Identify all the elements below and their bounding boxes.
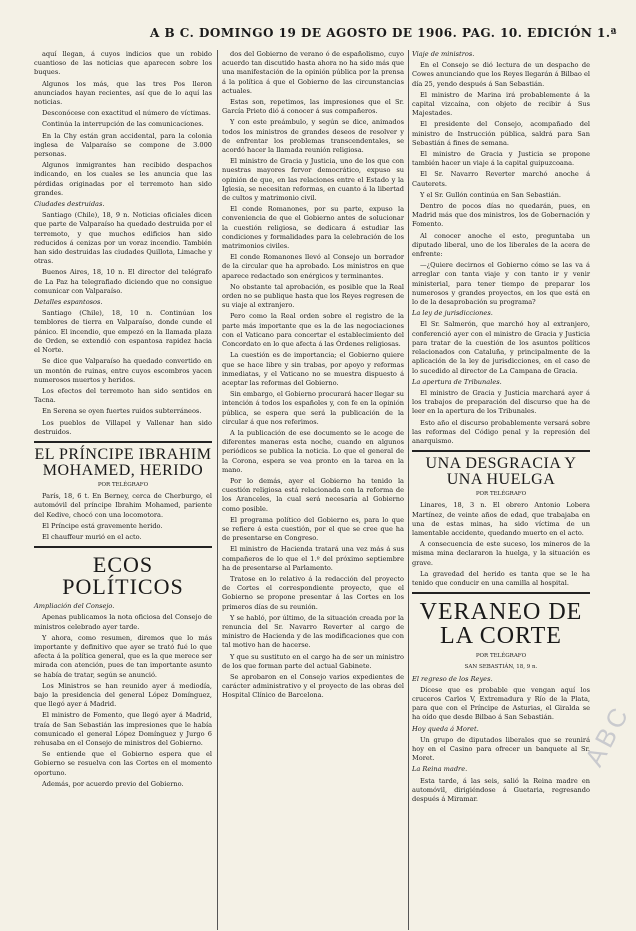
column-1 [34, 50, 212, 791]
paragraph: El Sr. Navarro Reverter marchó anoche á Cauterets. [412, 170, 590, 188]
subheading: La Reina madre. [412, 765, 468, 774]
dateline: POR TELÉGRAFO [475, 491, 527, 498]
paragraph: Y ahora, como resumen, diremos que lo más importante y definitivo que ayer se trató fué lo que afecta á la política general, que es la que merece ser mirada con atención, pues de tan importante asunto se había de tratar, según se anunció. [34, 633, 212, 679]
paragraph: Los Ministros se han reunido ayer á mediodía, bajo la presidencia del general López Domínguez, que llegó ayer á Madrid. [34, 681, 212, 709]
paragraph: La gravedad del herido es tanta que se le ha tenido que conducir en una camilla al hospital. [412, 569, 590, 587]
paragraph: Linares, 18, 3 n. El obrero Antonio Lobera Martínez, de veinte años de edad, que trabajaba en una de estas minas, ha sido víctima de un lamentable accidente, quedando muerto en el acto. [412, 501, 590, 537]
paragraph: Algunos inmigrantes han recibido despachos indicando, en los cuales se les anuncia que las pérdidas originadas por el terremoto han sido grandes. [34, 161, 212, 197]
paragraph: Se entiende que el Gobierno espera que el Gobierno se resuelva con las Cortes en el momento oportuno. [34, 750, 212, 777]
paragraph: Los pueblos de Villapel y Vallenar han sido destruidos. [34, 418, 212, 436]
dateline: POR TELÉGRAFO [475, 653, 527, 660]
paragraph: Y con este preámbulo, y según se dice, animados todos los ministros de grandes deseos de resolver y de enfrentar los problemas transcendentales, se acordó hacer la llamada reunión religiosa. [222, 118, 404, 155]
subheading: Viaje de ministros. [412, 50, 475, 58]
column-3 [412, 50, 590, 806]
column-rule [217, 50, 218, 930]
paragraph: El programa político del Gobierno es, para lo que se refiere á esta cuestión, por el que se cree que ha de presentarse en Congreso. [222, 515, 404, 543]
paragraph: Y que su sustituto en el cargo ha de ser un ministro de los que forman parte del actual Gabinete. [222, 652, 404, 670]
paragraph: Al conocer anoche el esto, preguntaba un diputado liberal, uno de los liberales de la acera de enfrente: [412, 231, 590, 259]
subheading: La ley de jurisdicciones. [412, 309, 493, 318]
subheading: La apertura de Tribunales. [412, 377, 502, 386]
page-header: A B C. DOMINGO 19 DE AGOSTO DE 1906. PAG. 10. EDICIÓN 1.ª [150, 26, 617, 40]
headline-desgracia: UNA DESGRACIA Y UNA HUELGA [425, 455, 577, 489]
paragraph: El chauffeur murió en el acto. [42, 532, 142, 541]
paragraph: En Serena se oyen fuertes ruidos subterráneos. [42, 407, 202, 416]
paragraph: En la Chy están gran accidental, para la colonia inglesa de Valparaíso se compone de 3.000 personas. [34, 131, 212, 159]
paragraph: A consecuencia de este suceso, los mineros de la misma mina declararon la huelga, y la situación es grave. [412, 540, 590, 567]
paragraph: Y se habló, por último, de la situación creada por la renuncia del Sr. Navarro Reverter al cargo de ministro de Hacienda y de las modificaciones que con tal motivo han de hacerse. [222, 613, 404, 650]
paragraph: aquí llegan, á cuyos indicios que un robido cuantioso de las noticias que aparecen sobre los buques. [34, 50, 212, 77]
paragraph: El ministro de Fomento, que llegó ayer á Madrid, traía de San Sebastián las impresiones que le había comunicado el general López Domínguez y Jurgo 6 rehusaba en el Consejo de ministros del Gobierno. [34, 711, 212, 747]
column-2 [222, 50, 404, 703]
paragraph: Por lo demás, ayer el Gobierno ha tenido la cuestión religiosa está relacionada con la reforma de los Aranceles, la cual será necesaria al Gobierno como posible. [222, 476, 404, 513]
headline-prince: EL PRÍNCIPE IBRAHIM MOHAMED, HERIDO [34, 445, 212, 479]
paragraph: El ministro de Gracia y Justicia se propone también hacer un viaje á la capital guipuzcoana. [412, 150, 590, 168]
paragraph: No obstante tal aprobación, es posible que la Real orden no se publique hasta que los Reyes regresen de su viaje al extranjero. [222, 282, 404, 310]
paragraph: Santiago (Chile), 18, 9 n. Noticias oficiales dicen que parte de Valparaíso ha quedado destruida por el terremoto, y que muchos edificios han sido reducidos á cenizas por un voraz incendio. También han sido destruidas las ciudades Quillota, Limache y otras. [34, 211, 212, 266]
paragraph: Dícese que es probable que vengan aquí los cruceros Carlos V, Extremadura y Río de la Plata, para que con el Príncipe de Asturias, el Giralda se ha oído que desde Bilbao á San Sebastián. [412, 685, 590, 722]
paragraph: En el Consejo se dió lectura de un despacho de Cowes anunciando que los Reyes llegarán á Bilbao el día 25, yendo después á San Sebastián. [412, 61, 590, 88]
paragraph: Los efectos del terremoto han sido sentidos en Tacna. [34, 386, 212, 405]
paragraph: Tratose en lo relativo á la redacción del proyecto de Cortes el correspondiente proyecto, que el Gobierno se propone presentar á las Cortes en los primeros días de su reunión. [222, 574, 404, 611]
section-rule [412, 592, 590, 594]
section-rule [34, 441, 212, 443]
paragraph: Y el Sr. Gullón continúa en San Sebastián. [420, 190, 561, 199]
paragraph: El ministro de Marina irá probablemente á la capital vizcaína, con objeto de recibir á Sus Majestades. [412, 90, 590, 118]
paragraph: Continúa la interrupción de las comunicaciones. [42, 120, 204, 129]
paragraph: Pero como la Real orden sobre el registro de la parte más importante que es la de las negociaciones con el Vaticano para concertar el establecimiento del Concordato en lo que afecta á las Órdenes religiosas. [222, 312, 404, 349]
paragraph: Santiago (Chile), 18, 10 n. Continúan los temblores de tierra en Valparaíso, donde cunde el pánico. El incendio, que empezó en la llamada plaza de Orden, se extendió con espantosa rapidez hacia el Norte. [34, 309, 212, 355]
paragraph: Esta tarde, á las seis, salió la Reina madre en automóvil, dirigiéndose á Guetaria, regresando después á Miramar. [412, 776, 590, 803]
paragraph: El Príncipe está gravemente herido. [42, 521, 163, 530]
paragraph: El presidente del Consejo, acompañado del ministro de Instrucción pública, saldrá para San Sebastián á fines de semana. [412, 120, 590, 147]
paragraph: Un grupo de diputados liberales que se reunirá hoy en el Casino para ofrecer un banquete al Sr. Moret. [412, 735, 590, 763]
paragraph: La cuestión es de importancia; el Gobierno quiere que se hace libre y sin trabas, por apoyo y reformas inmediatas, y el Vaticano no se muestra dispuesto á aceptar las reformas del Gobierno. [222, 351, 404, 387]
paragraph: Apenas publicamos la nota oficiosa del Consejo de ministros celebrado ayer tarde. [34, 613, 212, 631]
paragraph: —¿Quiere decirnos el Gobierno cómo se las va á arreglar con tanta viaje y con tanto ir y venir ministerial, para tener tiempo de preparar los numerosos y grandes proyectos, en los que está en lo de la desaprobación su programa? [412, 261, 590, 307]
paragraph: Además, por acuerdo previo del Gobierno. [42, 779, 184, 788]
paragraph: El ministro de Gracia y Justicia, uno de los que con nuestras mayores fervor democrático, expuso su opinión de que, en las relaciones entre el Estado y la Iglesia, se necesitan reformas, en cuanto á la libertad de cultos y matrimonio civil. [222, 157, 404, 203]
headline-veraneo: VERANEO DE LA CORTE [419, 599, 583, 650]
subheading: El regreso de los Reyes. [412, 674, 493, 683]
paragraph: El conde Romanones, por su parte, expuso la conveniencia de que el Gobierno antes de solucionar la cuestión religiosa, se dedicara á estudiar las condiciones y formalidades para la celebración de los matrimonios civiles. [222, 205, 404, 251]
paragraph: El conde Romanones llevó al Consejo un borrador de la circular que ha aprobado. Los ministros en que aparece redactado son enérgicos y terminantes. [222, 253, 404, 280]
watermark-stamp: ABC [578, 699, 636, 772]
paragraph: Buenos Aires, 18, 10 n. El director del telégrafo de La Paz ha telegrafiado diciendo que no consigue comunicar con Valparaíso. [34, 268, 212, 295]
dateline: POR TELÉGRAFO [97, 481, 149, 488]
paragraph: Algunos los más, que las tres Pos lleron anunciados hayan recientes, así que de lo aquí las noticias. [34, 79, 212, 107]
subheading: Ciudades destruidas. [34, 200, 105, 209]
paragraph: El Sr. Salmerón, que marchó hoy al extranjero, conferenció ayer con el ministro de Gracia y Justicia para tratar de la cuestión de los asuntos políticos relacionados con Cataluña, y principalmente de la aplicación de la ley de jurisdicciones, en el caso de lo sucedido al director de La Campana de Gracia. [412, 320, 590, 375]
paragraph: París, 18, 6 t. En Berney, cerca de Cherburgo, el automóvil del príncipe Ibrahim Mohamed, pariente del Kedive, chocó con una locomotora. [34, 492, 212, 519]
paragraph: Desconócese con exactitud el número de víctimas. [42, 109, 211, 118]
subheading: Ampliación del Consejo. [34, 602, 115, 611]
paragraph: El ministro de Gracia y Justicia marchará ayer á los trabajos de preparación del discurso que ha de leer en la apertura de los Tribunales. [412, 388, 590, 416]
paragraph: Se aprobaron en el Consejo varios expedientes de carácter administrativo y el proyecto de las obras del Hospital Clínico de Barcelona. [222, 673, 404, 700]
paragraph: Dentro de pocos días no quedarán, pues, en Madrid más que dos ministros, los de Gobernación y Fomento. [412, 202, 590, 229]
paragraph: Sin embargo, el Gobierno procurará hacer llegar su intención á todos los españoles y, con fe en la opinión pública, se espera que será la publicación de la circular á que nos referimos. [222, 390, 404, 426]
subheading: Hoy queda á Moret. [412, 724, 479, 733]
paragraph: A la publicación de ese documento se le acoge de diferentes maneras esta noche, cuando en algunos periódicos se publica la noticia. Lo que el general de la Corona, espera se vea pronto en la tarea en la mano. [222, 428, 404, 474]
paragraph: Estas son, repetimos, las impresiones que el Sr. García Prieto dió á conocer á sus compañeros. [222, 98, 404, 116]
paragraph: Esto año el discurso probablemente versará sobre las reformas del Código penal y la represión del anarquismo. [412, 418, 590, 445]
subheading: Detalles espantosos. [34, 298, 103, 307]
section-rule [412, 450, 590, 452]
section-rule [34, 546, 212, 548]
column-rule [408, 50, 409, 930]
paragraph: El ministro de Hacienda tratará una vez más á sus compañeros de lo que el 1.º del próximo septiembre ha de presentarse al Parlamento. [222, 545, 404, 572]
paragraph: dos del Gobierno de verano ó de españolismo, cuyo acuerdo tan discutido hasta ahora no ha sido más que una manifestación de la opinión pública por la prensa á la política á que el Gobierno de las circunstancias actuales. [222, 50, 404, 95]
dateline-place: SAN SEBASTIÁN, 18, 9 n. [464, 664, 538, 671]
headline-ecos-politicos: ECOS POLÍTICOS [62, 552, 184, 600]
paragraph: Se dice que Valparaíso ha quedado convertido en un montón de ruinas, entre cuyos escombros yacen numerosos muertos y heridos. [34, 357, 212, 384]
